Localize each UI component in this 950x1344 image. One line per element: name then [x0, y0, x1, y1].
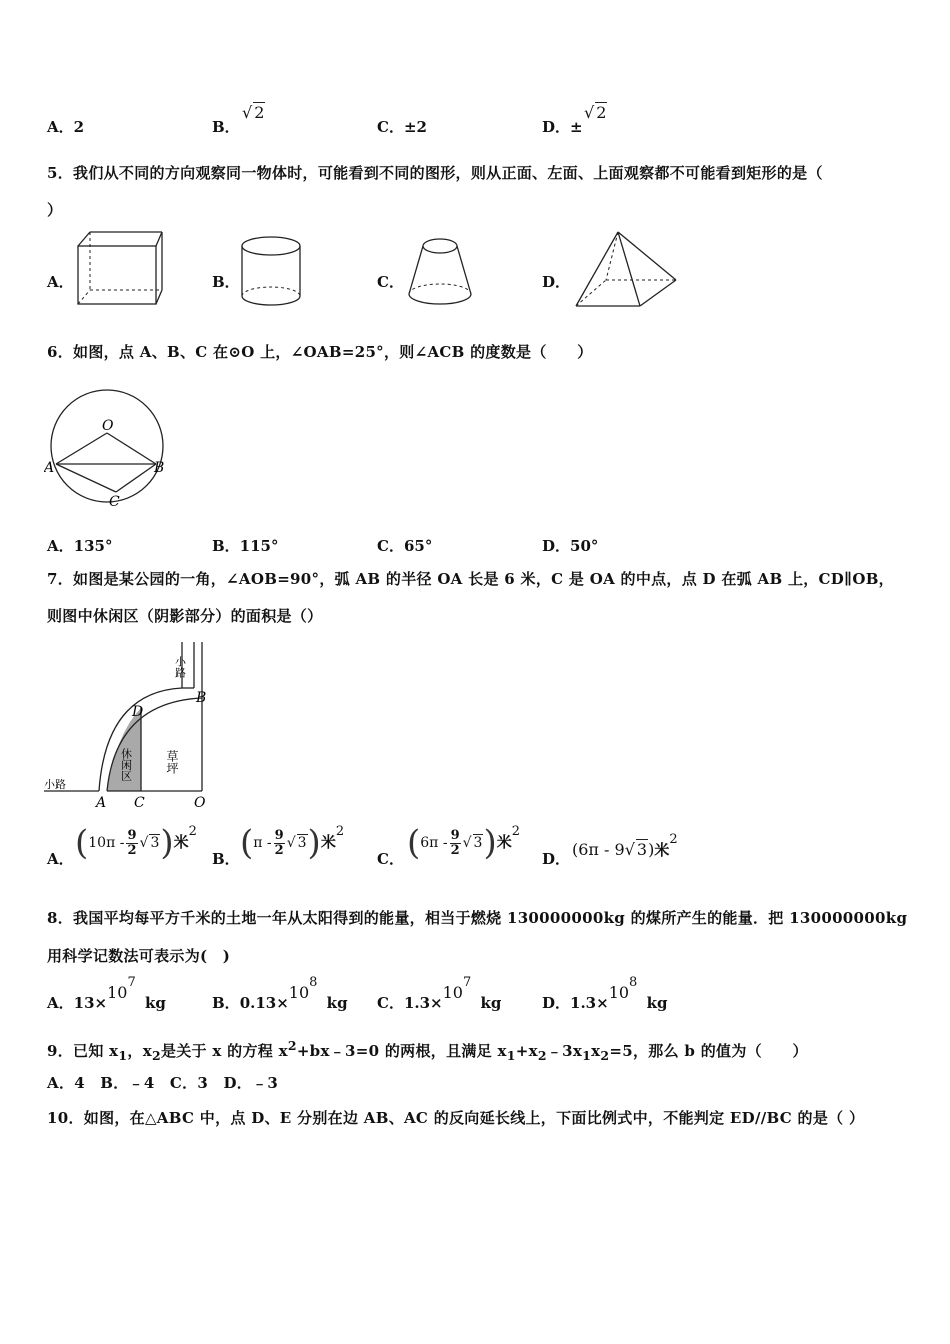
q8-option-c: C．$1.3\times 10^7$ kg: [377, 975, 502, 1012]
q8-stem-line1: 8．我国平均每平方千米的土地一年从太阳得到的能量，相当于燃烧 130000000kg 的煤所产生的能量．把 130000000kg: [47, 909, 908, 927]
label-b: B: [154, 460, 165, 476]
q4-option-d: D．± √ 2: [542, 103, 607, 136]
label-d: D: [132, 704, 144, 720]
q9-options: A．4 B．﹣4 C．3 D．﹣3: [47, 1074, 279, 1092]
label-a: A: [96, 795, 107, 811]
frustum-figure: [402, 234, 478, 310]
q8-option-a: A．$13\times 10^7$ kg: [47, 975, 166, 1012]
label-c: C: [109, 494, 120, 510]
label-lawn: 草坪: [165, 750, 179, 774]
label-o: O: [194, 795, 206, 811]
label-path-left: 小路: [44, 778, 66, 791]
q5-option-a-label: A．: [47, 273, 74, 291]
q5-stem-line1: 5．我们从不同的方向观察同一物体时，可能看到不同的图形，则从正面、左面、上面观察都不可能看到矩形的是（: [47, 164, 823, 182]
label-rest-area: 休闲区: [119, 748, 133, 781]
label-o: O: [102, 418, 114, 434]
q8-stem-line2: 用科学记数法可表示为( ): [47, 947, 231, 965]
q10-stem: 10．如图，在△ABC 中，点 D、E 分别在边 AB、AC 的反向延长线上，下面比例式中，不能判定 ED//BC 的是（ ）: [47, 1109, 865, 1127]
label-path-top: 小路: [173, 656, 187, 678]
q8-option-d: D．$1.3\times 10^8$ kg: [542, 975, 668, 1012]
q4-option-a: A．2: [47, 118, 85, 136]
q6-stem: 6．如图，点 A、B、C 在⊙O 上，∠OAB=25°，则∠ACB 的度数是（ ）: [47, 343, 593, 361]
q5-option-c-label: C．: [377, 273, 404, 291]
q6-option-c: C．65°: [377, 537, 433, 555]
q5-option-d-label: D．: [542, 273, 571, 291]
label-a: A: [44, 460, 55, 476]
q5-option-b-label: B．: [212, 273, 240, 291]
q4-option-c: C．±2: [377, 118, 427, 136]
q6-option-a: A．135°: [47, 537, 113, 555]
q8-option-b: B．$0.13\times 10^8$ kg: [212, 975, 348, 1012]
label-b: B: [196, 690, 207, 706]
circle-figure: [44, 380, 170, 510]
q7-stem-line2: 则图中休闲区（阴影部分）的面积是（）: [47, 607, 323, 625]
q9-stem: 9．已知 $x_1$，$x_2$是关于 x 的方程 $x^2+bx﹣3=0$ 的两根，且满足 $x_1+x_2﹣3x_1x_2=5$，那么 b 的值为（ ）: [47, 1038, 808, 1063]
q6-option-d: D．50°: [542, 537, 599, 555]
q5-stem-line2: ）: [47, 201, 63, 219]
park-figure: [44, 636, 214, 812]
cylinder-figure: [235, 234, 307, 310]
label-c: C: [134, 795, 145, 811]
cuboid-figure: [72, 228, 168, 310]
pyramid-figure: [570, 228, 682, 312]
q6-option-b: B．115°: [212, 537, 279, 555]
q4-option-b: B． √ 2: [212, 103, 265, 136]
q7-stem-line1: 7．如图是某公园的一角，∠AOB=90°，弧 AB 的半径 OA 长是 6 米，C 是 OA 的中点，点 D 在弧 AB 上，CD∥OB，: [47, 570, 894, 588]
